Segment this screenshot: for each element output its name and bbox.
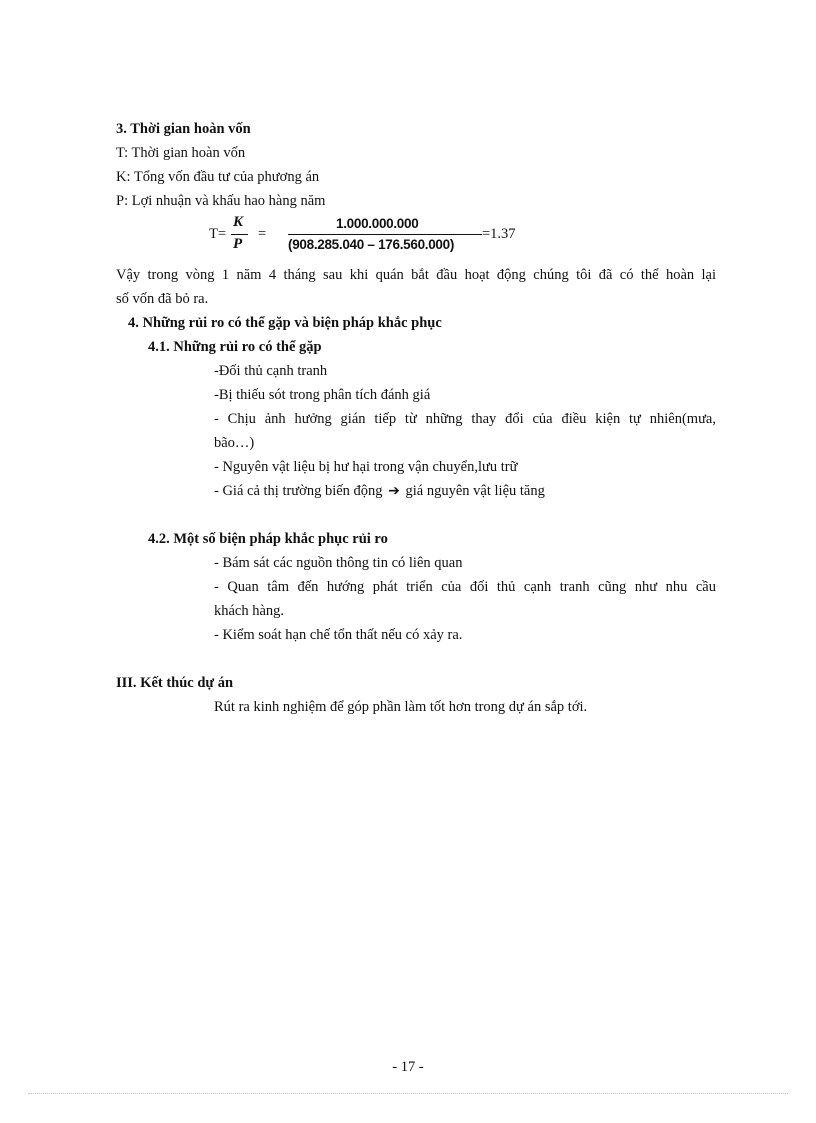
price-item-cause: - Giá cả thị trường biến động <box>214 483 383 499</box>
section-4-heading: 4. Những rủi ro có thể gặp và biện pháp khắc phục <box>128 315 442 331</box>
section-3-heading: 3. Thời gian hoàn vốn <box>116 121 251 137</box>
measure-item: - Quan tâm đến hướng phát triển của đối thủ cạnh tranh cũng như nhu cầu <box>214 579 716 595</box>
subsection-4-2-heading: 4.2. Một số biện pháp khắc phục rủi ro <box>148 531 388 547</box>
page-number: - 17 - <box>392 1059 424 1075</box>
section-iii-heading: III. Kết thúc dự án <box>116 675 234 691</box>
p-definition: P: Lợi nhuận và khấu hao hàng năm <box>116 193 326 209</box>
risk-item-continuation: bão…) <box>214 435 255 451</box>
formula-equals: = <box>258 226 267 242</box>
risk-item: -Đối thủ cạnh tranh <box>214 363 328 379</box>
formula-k-var: K <box>233 214 244 230</box>
formula-denominator: (908.285.040 – 176.560.000) <box>288 237 455 252</box>
section-iii-body: Rút ra kinh nghiệm để góp phần làm tốt hơn trong dự án sắp tới. <box>214 699 588 715</box>
subsection-4-1-heading: 4.1. Những rủi ro có thể gặp <box>148 339 322 355</box>
risk-item: - Nguyên vật liệu bị hư hại trong vận chuyển,lưu trữ <box>214 459 518 475</box>
measure-item: - Kiểm soát hạn chế tổn thất nếu có xảy ra. <box>214 627 463 643</box>
measure-item: - Bám sát các nguồn thông tin có liên quan <box>214 555 463 571</box>
fraction-bar-values <box>288 234 482 235</box>
footer-divider <box>28 1093 788 1094</box>
formula-p-var: P <box>233 236 243 252</box>
formula-numerator: 1.000.000.000 <box>336 216 419 231</box>
arrow-right-icon: ➔ <box>388 483 400 499</box>
risk-item-price <box>214 482 545 500</box>
fraction-bar-vars <box>231 234 248 235</box>
risk-item: -Bị thiếu sót trong phân tích đánh giá <box>214 387 431 403</box>
payback-formula <box>209 214 539 258</box>
risk-item: - Chịu ảnh hưởng gián tiếp từ những thay đổi của điều kiện tự nhiên(mưa, <box>214 411 716 427</box>
conclusion-line-2: số vốn đã bỏ ra. <box>116 291 209 307</box>
k-definition: K: Tổng vốn đầu tư của phương án <box>116 169 320 185</box>
measure-item-continuation: khách hàng. <box>214 603 285 619</box>
t-definition: T: Thời gian hoàn vốn <box>116 145 246 161</box>
price-item-effect: giá nguyên vật liệu tăng <box>405 483 545 499</box>
formula-lhs: T= <box>209 226 227 242</box>
formula-result: =1.37 <box>482 226 516 242</box>
conclusion-line-1: Vậy trong vòng 1 năm 4 tháng sau khi quán bắt đầu hoạt động chúng tôi đã có thể hoàn lại <box>116 267 716 283</box>
